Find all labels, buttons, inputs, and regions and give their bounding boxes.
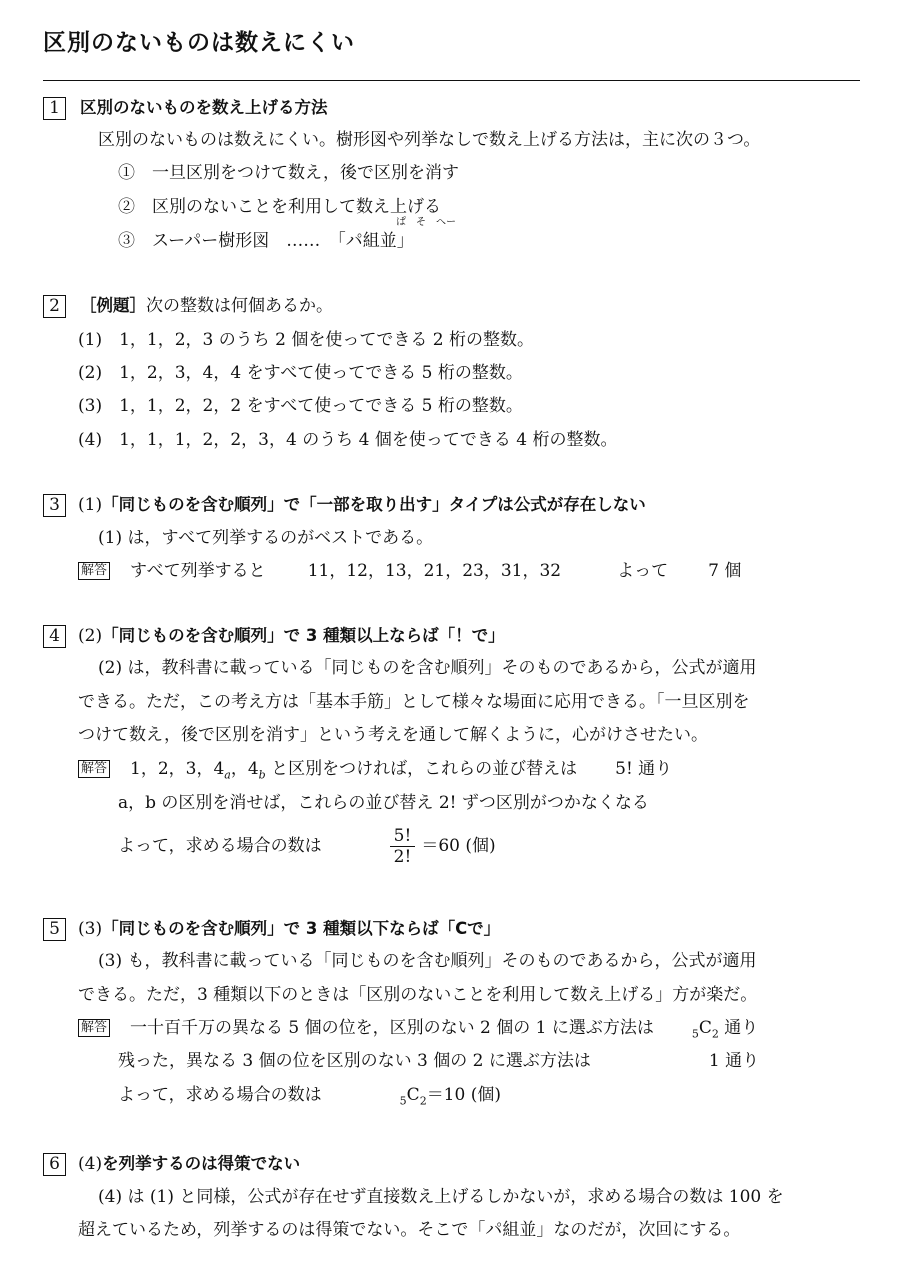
- section-4-answer-2: a，b の区別を消せば，これらの並び替え 2! ずつ区別がつかなくなる: [118, 793, 649, 813]
- answer-permutations: 5! 通り: [615, 759, 673, 779]
- section-5-heading: [78, 917, 500, 941]
- comb-n: 5: [399, 1094, 407, 1108]
- section-3-text: (1) は，すべて列挙するのがベストである。: [98, 528, 434, 548]
- comb-n: 5: [691, 1027, 699, 1041]
- result-intro: よって，求める場合の数は: [118, 1085, 322, 1105]
- furigana-pa-so-he: ぱ そ へー: [396, 217, 456, 228]
- question-1: (1) 1，1，2，3 のうち 2 個を使ってできる 2 桁の整数。: [78, 330, 534, 350]
- answer-digit-4: ，4: [230, 759, 259, 779]
- answer-result: 7 個: [708, 561, 742, 581]
- answer-text: と区別をつければ，これらの並び替えは: [265, 759, 578, 779]
- section-4-answer-3: [118, 826, 496, 867]
- example-prompt: 次の整数は何個あるか。: [146, 296, 333, 316]
- comb-r: 2: [711, 1027, 719, 1041]
- section-4-para-3: つけて数え，後で区別を消す」という考えを通して解くように，心がけさせたい。: [78, 725, 709, 745]
- method-3: ③ スーパー樹形図 …… 「パ組並」: [118, 231, 414, 251]
- page-title: 区別のないものは数えにくい: [43, 30, 355, 56]
- question-4: (4) 1，1，1，2，2，3，4 のうち 4 個を使ってできる 4 桁の整数。: [78, 430, 618, 450]
- answer-list: 11，12，13，21，23，31，32: [307, 561, 562, 581]
- section-5-answer-2: [118, 1049, 759, 1073]
- section-4-heading: [78, 624, 505, 648]
- example-label: ［例題］: [80, 296, 146, 315]
- answer-therefore: よって: [617, 561, 669, 581]
- section-2-heading: [80, 294, 333, 318]
- comb-unit: 通り: [718, 1018, 759, 1038]
- comb-c: C: [406, 1085, 420, 1105]
- fraction: [390, 826, 416, 867]
- answer-value: 1 通り: [708, 1051, 760, 1071]
- section-number-3: 3: [43, 494, 66, 517]
- section-1-intro: 区別のないものは数えにくい。樹形図や列挙なしで数え上げる方法は，主に次の３つ。: [98, 130, 761, 150]
- result-intro: よって，求める場合の数は: [118, 836, 322, 856]
- comb-r: 2: [419, 1094, 427, 1108]
- answer-text: 一十百千万の異なる 5 個の位を，区別のない 2 個の 1 に選ぶ方法は: [130, 1018, 654, 1038]
- answer-label: 解答: [78, 562, 110, 580]
- section-3-heading: [78, 493, 646, 517]
- section-number-1: 1: [43, 97, 66, 120]
- section-number-2: 2: [43, 295, 66, 318]
- section-4-para-2: できる。ただ，この考え方は「基本手筋」として様々な場面に応用できる。「一旦区別を: [78, 692, 750, 712]
- subscript-b: b: [258, 768, 266, 782]
- method-2: ② 区別のないことを利用して数え上げる: [118, 197, 441, 217]
- section-6-para-1: (4) は (1) と同様，公式が存在せず直接数え上げるしかないが，求める場合の数は 100 を: [98, 1187, 784, 1207]
- section-number-5: 5: [43, 918, 66, 941]
- answer-intro: すべて列挙すると: [130, 561, 266, 581]
- fraction-denominator: 2!: [393, 847, 412, 867]
- result-value: ＝60 (個): [421, 836, 496, 856]
- section-5-para-2: できる。ただ，3 種類以下のときは「区別のないことを利用して数え上げる」方が楽だ。: [78, 985, 758, 1005]
- section-4-para-1: (2) は，教科書に載っている「同じものを含む順列」そのものであるから，公式が適用: [98, 658, 757, 678]
- section-5-title: 「同じものを含む順列」で 3 種類以下ならば「Cで」: [102, 919, 501, 938]
- result-value: ＝10 (個): [426, 1085, 501, 1105]
- subscript-a: a: [224, 768, 231, 782]
- method-1: ① 一旦区別をつけて数え，後で区別を消す: [118, 163, 460, 183]
- section-4-ref: (2): [78, 626, 103, 646]
- section-4-title: 「同じものを含む順列」で 3 種類以上ならば「！で」: [102, 626, 505, 645]
- answer-label: 解答: [78, 1019, 110, 1037]
- section-5-para-1: (3) も，教科書に載っている「同じものを含む順列」そのものであるから，公式が適用: [98, 951, 757, 971]
- section-number-4: 4: [43, 625, 66, 648]
- section-6-ref: (4): [78, 1154, 103, 1174]
- fraction-numerator: 5!: [390, 826, 416, 847]
- section-5-answer-1: [78, 1016, 758, 1046]
- section-4-answer-1: [78, 757, 672, 787]
- section-5-ref: (3): [78, 919, 103, 939]
- answer-label: 解答: [78, 760, 110, 778]
- section-6-para-2: 超えているため，列挙するのは得策でない。そこで「パ組並」なのだが，次回にする。: [78, 1220, 741, 1240]
- title-divider: [43, 80, 860, 81]
- question-2: (2) 1，2，3，4，4 をすべて使ってできる 5 桁の整数。: [78, 363, 523, 383]
- answer-digits: 1，2，3，4: [130, 759, 225, 779]
- section-number-6: 6: [43, 1153, 66, 1176]
- answer-text: 残った，異なる 3 個の位を区別のない 3 個の 2 に選ぶ方法は: [118, 1051, 591, 1071]
- section-3-answer: [78, 559, 741, 583]
- section-3-ref: (1): [78, 495, 103, 515]
- comb-c: C: [698, 1018, 712, 1038]
- section-5-answer-3: [118, 1083, 501, 1113]
- section-3-title: 「同じものを含む順列」で「一部を取り出す」タイプは公式が存在しない: [102, 495, 646, 514]
- section-6-title: を列挙するのは得策でない: [102, 1154, 301, 1173]
- question-3: (3) 1，1，2，2，2 をすべて使ってできる 5 桁の整数。: [78, 396, 523, 416]
- section-1-heading: 区別のないものを数え上げる方法: [80, 98, 328, 117]
- section-6-heading: [78, 1152, 300, 1176]
